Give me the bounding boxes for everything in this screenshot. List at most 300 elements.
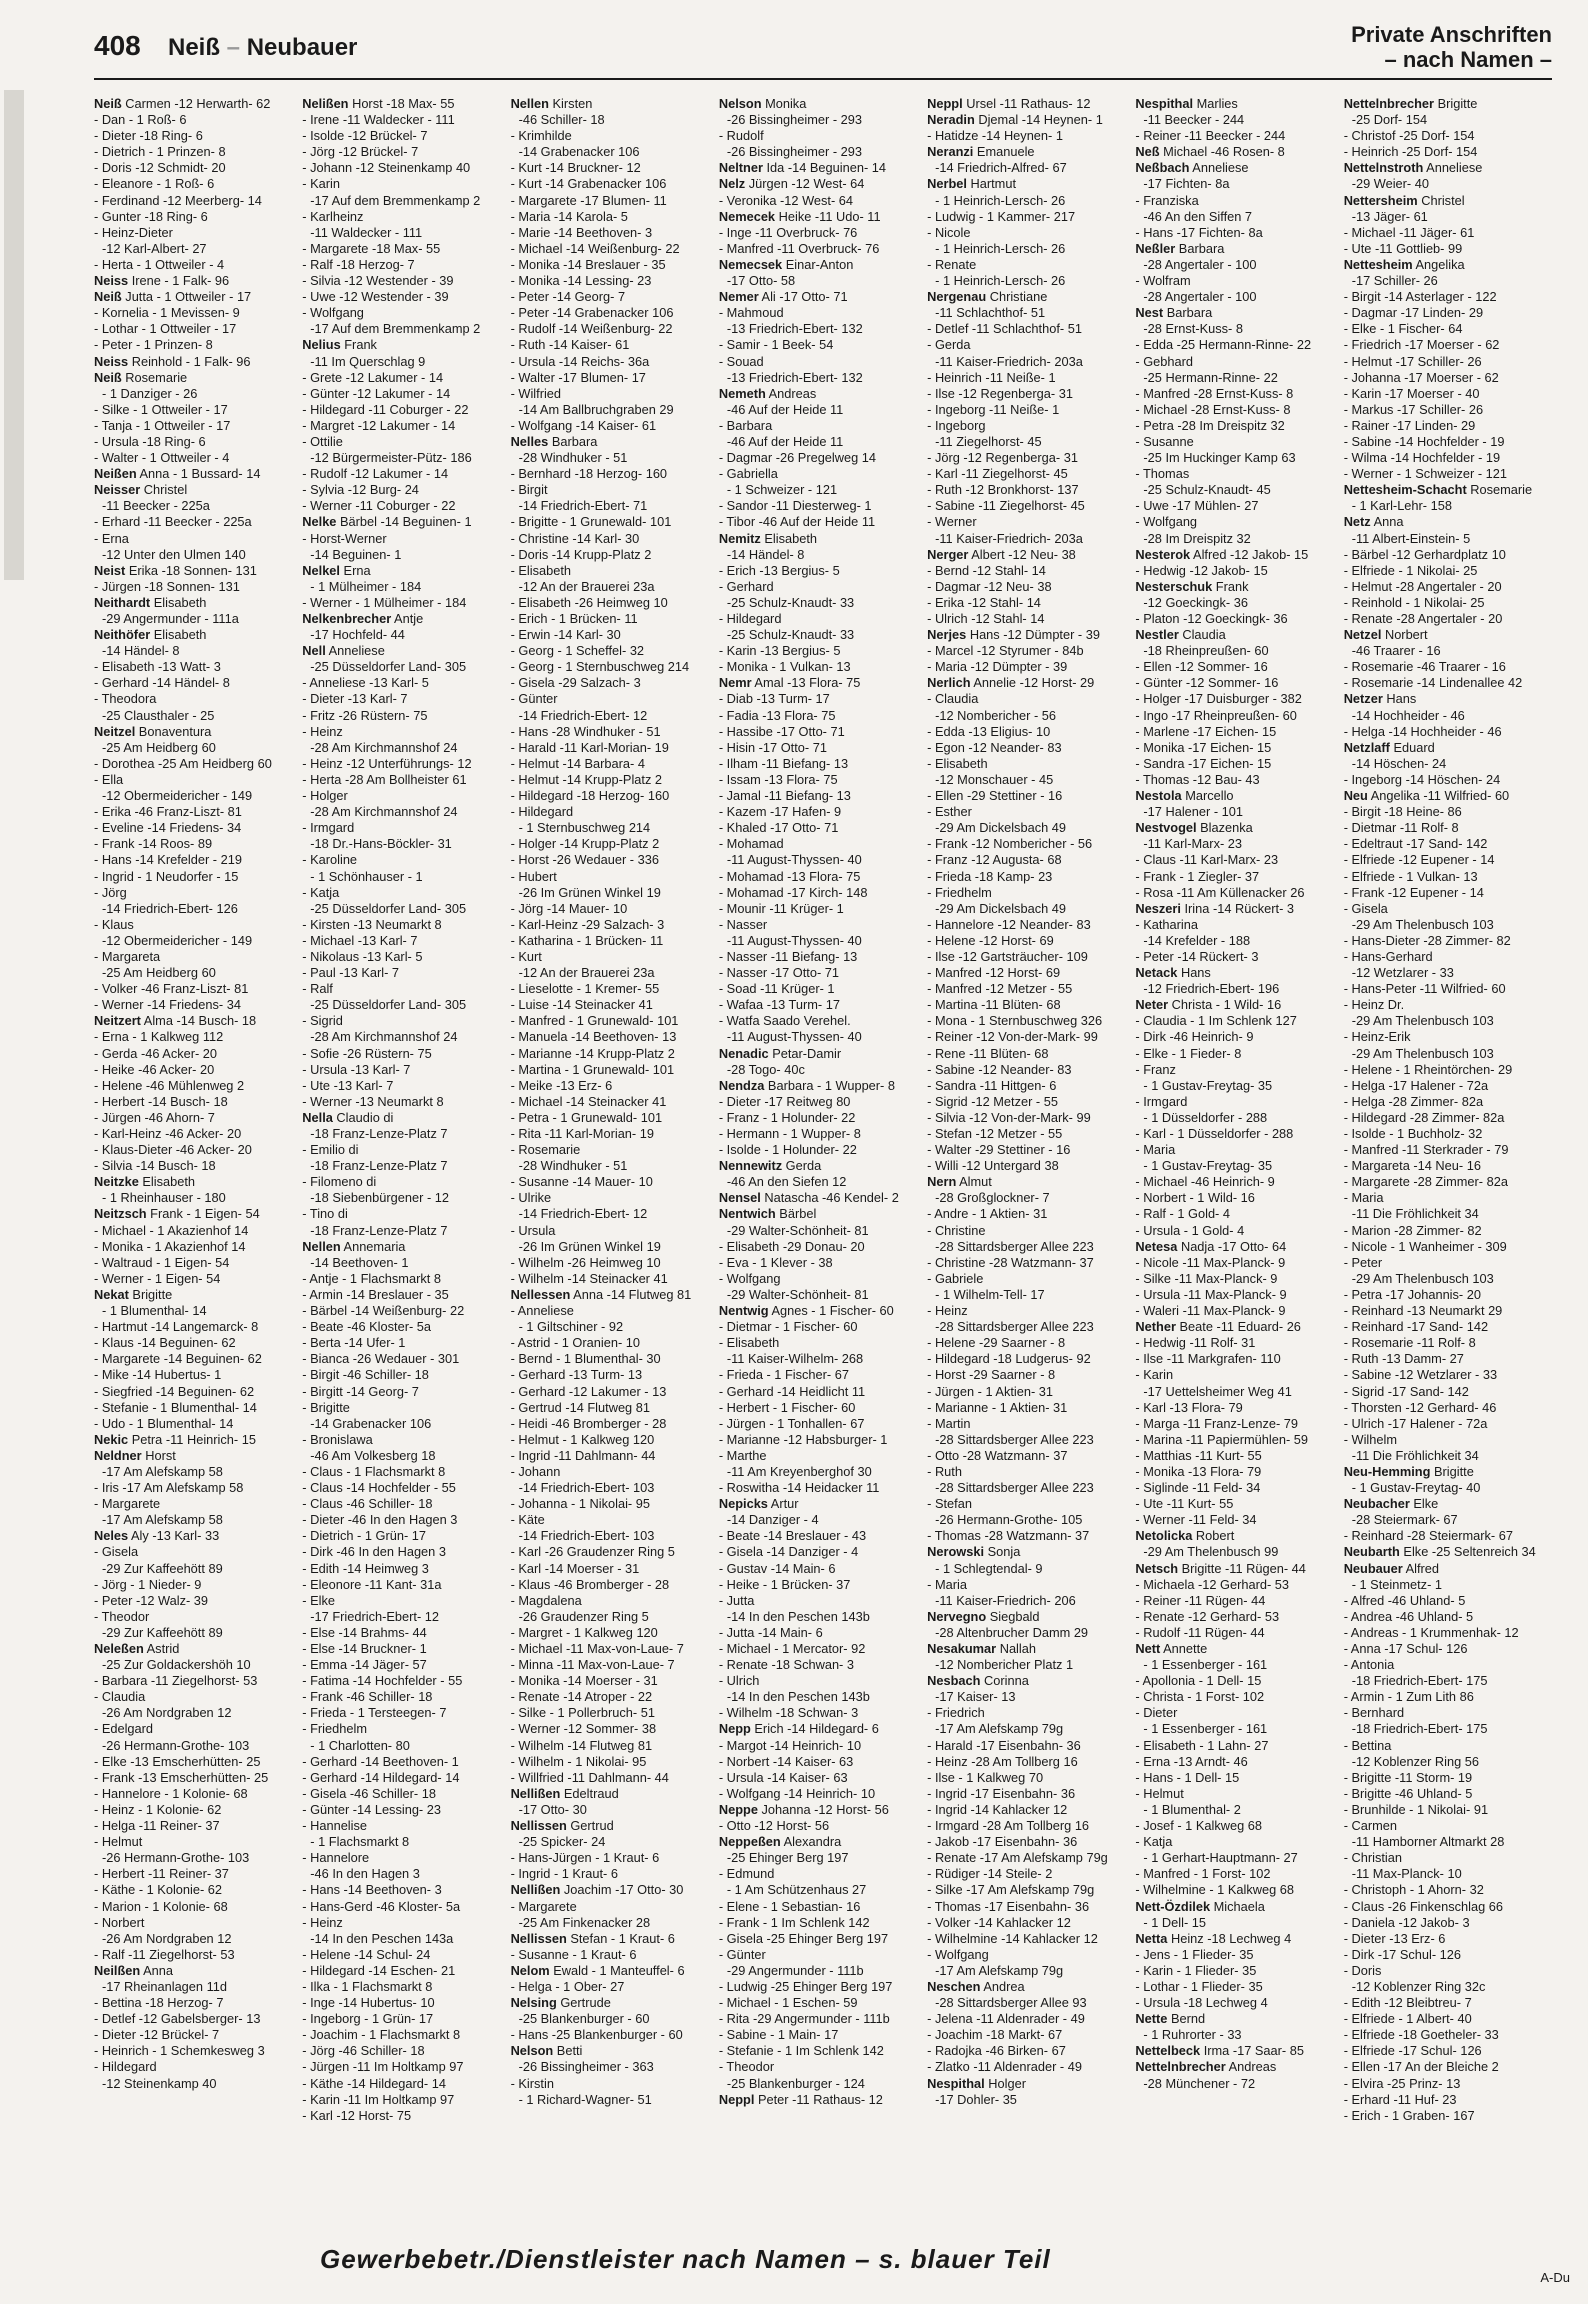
listing-entry: [719, 756, 927, 772]
entry-text: -17 Friedrich-Ebert- 12: [310, 1608, 440, 1624]
listing-entry: [94, 402, 302, 418]
entry-text: - Irmgard: [302, 820, 355, 836]
listing-entry: [1135, 1963, 1343, 1979]
surname: Nergenau: [927, 289, 987, 305]
entry-text: Antje: [391, 611, 424, 626]
listing-entry: [927, 1062, 1135, 1078]
listing-entry: [94, 1818, 302, 1834]
listing-entry: [927, 321, 1135, 337]
entry-text: - Werner -11 Coburger - 22: [302, 498, 456, 514]
listing-entry: [511, 1850, 719, 1866]
listing-entry: [511, 193, 719, 209]
entry-text: - 1 Blumenthal- 14: [102, 1303, 207, 1319]
listing-entry: [719, 1850, 927, 1866]
listing-entry: [927, 1963, 1135, 1979]
entry-text: -12 Nombericher - 56: [935, 707, 1057, 723]
surname: Nellissen: [510, 1930, 567, 1946]
listing-entry: [1344, 949, 1552, 965]
listing-entry: [719, 1046, 927, 1062]
entry-text: - 1 Wilhelm-Tell- 17: [935, 1286, 1045, 1302]
listing-entry: [1344, 1367, 1552, 1383]
listing-entry: [1135, 1786, 1343, 1802]
listing-entry: [927, 2059, 1135, 2075]
surname: Nettelnbrecher: [1343, 96, 1435, 111]
entry-text: - Birgitt -14 Georg- 7: [302, 1383, 419, 1399]
listing-entry: [302, 2011, 510, 2027]
entry-text: - Elisabeth -26 Heimweg 10: [510, 594, 668, 610]
entry-text: - Hildegard -18 Herzog- 160: [510, 788, 670, 804]
listing-entry: [94, 1384, 302, 1400]
listing-entry: [719, 128, 927, 144]
listing-entry: [719, 1464, 927, 1480]
listing-entry: [1344, 466, 1552, 482]
listing-entry: [1135, 869, 1343, 885]
entry-text: -26 Im Grünen Winkel 19: [518, 884, 661, 900]
entry-text: - Reinhard -13 Neumarkt 29: [1343, 1303, 1503, 1319]
entry-text: - Hildegard -28 Zimmer- 82a: [1343, 1109, 1505, 1125]
listing-entry: [302, 804, 510, 820]
listing-entry: [511, 724, 719, 740]
entry-text: - Gisela -46 Schiller- 18: [302, 1785, 436, 1801]
listing-entry: [927, 643, 1135, 659]
listing-entry: [1344, 1850, 1552, 1866]
entry-text: - Wilhelm -14 Steinacker 41: [510, 1270, 668, 1286]
entry-text: - Birgit: [510, 482, 548, 498]
listing-entry: [927, 144, 1135, 160]
entry-text: - Grete -12 Lakumer - 14: [302, 369, 444, 385]
listing-entry: [1135, 852, 1343, 868]
entry-text: - Elfriede -18 Goetheler- 33: [1343, 2027, 1499, 2043]
entry-text: - Diab -13 Turm- 17: [718, 691, 830, 707]
entry-text: - Ingrid -17 Eisenbahn- 36: [927, 1785, 1076, 1801]
entry-text: - Elisabeth - 1 Lahn- 27: [1135, 1737, 1269, 1753]
entry-text: - Helmut: [94, 1834, 143, 1850]
listing-entry: [94, 1110, 302, 1126]
entry-text: -29 Zur Kaffeehött 89: [102, 1624, 223, 1640]
entry-text: - Dirk -46 Heinrich- 9: [1135, 1029, 1254, 1045]
listing-entry: [927, 176, 1135, 192]
entry-text: Edeltraud: [560, 1785, 619, 1801]
listing-entry: [719, 1689, 927, 1705]
listing-entry: [927, 1947, 1135, 1963]
listing-entry: [1344, 1561, 1552, 1577]
surname: Netsch: [1135, 1560, 1179, 1576]
listing-entry: [1135, 1802, 1343, 1818]
listing-entry: [719, 1351, 927, 1367]
surname: Netzlaff: [1343, 739, 1390, 755]
surname: Neß: [1135, 144, 1160, 160]
listing-entry: [1344, 2092, 1552, 2108]
entry-text: - Claudia: [94, 1689, 146, 1705]
entry-text: - Kurt: [510, 948, 542, 964]
entry-text: - Thomas -12 Bau- 43: [1135, 771, 1260, 787]
entry-text: - Bärbel -12 Gerhardplatz 10: [1343, 546, 1506, 562]
entry-text: -17 Am Alefskamp 79g: [935, 1721, 1064, 1737]
entry-text: - Jörg -46 Schiller- 18: [302, 2043, 425, 2059]
side-tab: [4, 90, 24, 580]
surname: Neltner: [718, 160, 763, 176]
listing-entry: [1344, 2108, 1552, 2124]
listing-entry: [94, 1625, 302, 1641]
entry-text: - Gebhard: [1135, 353, 1194, 369]
surname: Nepicks: [718, 1496, 768, 1512]
entry-text: - Marie -14 Beethoven- 3: [510, 224, 653, 240]
entry-text: - Hildegard -11 Coburger - 22: [302, 401, 469, 417]
listing-entry: [719, 1223, 927, 1239]
listing-entry: [511, 1190, 719, 1206]
entry-text: -17 Am Alefskamp 58: [102, 1512, 223, 1528]
listing-entry: [302, 1625, 510, 1641]
listing-entry: [511, 305, 719, 321]
listing-entry: [927, 466, 1135, 482]
surname: Nettesheim-Schacht: [1343, 482, 1467, 498]
listing-entry: [719, 96, 927, 112]
entry-text: - Marianne -12 Habsburger- 1: [718, 1431, 888, 1447]
listing-entry: [719, 1995, 927, 2011]
entry-text: Ewald - 1 Manteuffel- 6: [549, 1962, 685, 1978]
listing-entry: [719, 337, 927, 353]
listing-entry: [1135, 1416, 1343, 1432]
entry-text: - Frank -14 Roos- 89: [94, 836, 213, 852]
listing-entry: [1344, 885, 1552, 901]
surname: Netz: [1343, 514, 1371, 530]
listing-entry: [1135, 1206, 1343, 1222]
entry-text: -17 Uettelsheimer Weg 41: [1143, 1383, 1292, 1399]
listing-entry: [302, 579, 510, 595]
listing-entry: [511, 885, 719, 901]
listing-entry: [302, 595, 510, 611]
entry-text: -11 Die Fröhlichkeit 34: [1351, 1447, 1479, 1463]
listing-entry: [511, 611, 719, 627]
listing-entry: [1344, 1754, 1552, 1770]
listing-entry: [719, 176, 927, 192]
entry-text: - Monika -17 Eichen- 15: [1135, 739, 1272, 755]
entry-text: Eduard: [1389, 739, 1435, 755]
listing-entry: [719, 386, 927, 402]
entry-text: - Hans -25 Blankenburger - 60: [510, 2027, 683, 2043]
entry-text: - Michael -14 Steinacker 41: [510, 1093, 667, 1109]
listing-entry: [719, 1094, 927, 1110]
entry-text: - Margarete: [510, 1898, 577, 1914]
listing-entry: [94, 1062, 302, 1078]
listing-entry: [719, 1416, 927, 1432]
surname: Netolicka: [1135, 1528, 1193, 1544]
entry-text: Almut: [956, 1174, 992, 1190]
listing-entry: [927, 1142, 1135, 1158]
listing-entry: [1135, 386, 1343, 402]
entry-text: - Erwin -14 Karl- 30: [510, 627, 621, 643]
listing-entry: [927, 96, 1135, 112]
entry-text: - Karoline: [302, 852, 358, 868]
entry-text: - Bettina -18 Herzog- 7: [94, 1995, 224, 2011]
surname: Neszeri: [1135, 900, 1181, 916]
listing-entry: [94, 466, 302, 482]
entry-text: - Ralf: [302, 981, 333, 997]
entry-text: - Andre - 1 Aktien- 31: [927, 1206, 1048, 1222]
entry-text: Artur: [767, 1496, 799, 1512]
entry-text: - Karl -13 Flora- 79: [1135, 1399, 1243, 1415]
listing-entry: [94, 1029, 302, 1045]
listing-entry: [302, 1834, 510, 1850]
listing-entry: [94, 917, 302, 933]
listing-entry: [1344, 1335, 1552, 1351]
listing-entry: [1135, 482, 1343, 498]
entry-text: - Inge -11 Overbruck- 76: [718, 224, 858, 240]
entry-text: - Dieter -12 Brückel- 7: [94, 2027, 220, 2043]
entry-text: - Renate -14 Atroper - 22: [510, 1689, 653, 1705]
listing-entry: [1135, 965, 1343, 981]
listing-entry: [302, 193, 510, 209]
listing-entry: [1135, 1705, 1343, 1721]
listing-entry: [511, 820, 719, 836]
entry-text: -18 Rheinpreußen- 60: [1143, 643, 1269, 659]
surname: Nerowski: [927, 1544, 985, 1560]
listing-entry: [511, 627, 719, 643]
surname: Nesterok: [1135, 546, 1191, 562]
listing-entry: [927, 257, 1135, 273]
listing-entry: [1135, 740, 1343, 756]
listing-entry: [511, 1673, 719, 1689]
listing-entry: [1135, 901, 1343, 917]
entry-text: - Hermann - 1 Wupper- 8: [718, 1126, 861, 1141]
entry-text: - Nasser -11 Biefang- 13: [718, 948, 858, 964]
listing-entry: [511, 1593, 719, 1609]
entry-text: - Josef - 1 Kalkweg 68: [1135, 1818, 1263, 1834]
entry-text: - Samir - 1 Beek- 54: [718, 337, 834, 353]
listing-entry: [719, 1158, 927, 1174]
listing-entry: [302, 1303, 510, 1319]
entry-text: - Helmut -14 Barbara- 4: [510, 755, 645, 771]
listing-entry: [927, 1013, 1135, 1029]
listing-entry: [1344, 354, 1552, 370]
entry-text: - Siglinde -11 Feld- 34: [1135, 1480, 1261, 1496]
listing-entry: [302, 675, 510, 691]
surname: Nesakumar: [927, 1641, 997, 1656]
surname: Nespithal: [927, 2075, 985, 2091]
entry-text: -29 Weier- 40: [1351, 176, 1429, 192]
entry-text: - Elfriede - 1 Vulkan- 13: [1343, 868, 1478, 884]
entry-text: - Hedwig -11 Rolf- 31: [1135, 1335, 1256, 1351]
entry-text: - Michael -46 Heinrich- 9: [1135, 1174, 1275, 1190]
listing-entry: [302, 1689, 510, 1705]
entry-text: - Margarete -18 Max- 55: [302, 240, 441, 256]
entry-text: -29 Am Thelenbusch 103: [1351, 1270, 1494, 1286]
listing-entry: [302, 1190, 510, 1206]
entry-text: - Susanne -14 Mauer- 10: [510, 1174, 653, 1190]
listing-entry: [1135, 1689, 1343, 1705]
entry-text: - Hassibe -17 Otto- 71: [718, 723, 845, 739]
listing-entry: [1344, 740, 1552, 756]
entry-text: -13 Friedrich-Ebert- 132: [726, 369, 863, 385]
entry-text: - Fatima -14 Hochfelder - 55: [302, 1673, 463, 1689]
listing-entry: [511, 514, 719, 530]
entry-text: - Elke - 1 Fischer- 64: [1343, 321, 1463, 337]
listing-entry: [511, 225, 719, 241]
surname: Neppe: [718, 1801, 758, 1817]
listing-entry: [1344, 1786, 1552, 1802]
entry-text: - Rosemarie -11 Rolf- 8: [1343, 1335, 1476, 1351]
surname: Neßbach: [1135, 160, 1190, 176]
entry-text: - Brunhilde - 1 Nikolai- 91: [1343, 1801, 1489, 1817]
entry-text: -29 Am Thelenbusch 103: [1351, 1013, 1494, 1029]
entry-text: - Katja: [302, 884, 340, 900]
listing-entry: [302, 1931, 510, 1947]
entry-text: - Michael -11 Jäger- 61: [1343, 224, 1475, 240]
entry-text: - Brigitte -11 Storm- 19: [1343, 1769, 1473, 1785]
listing-entry: [1135, 354, 1343, 370]
entry-text: - Wilhelm: [1343, 1431, 1398, 1447]
listing-entry: [1135, 466, 1343, 482]
listing-entry: [719, 788, 927, 804]
entry-text: - Michael -13 Karl- 7: [302, 932, 418, 948]
listing-entry: [302, 1174, 510, 1190]
listing-entry: [1135, 724, 1343, 740]
listing-entry: [302, 96, 510, 112]
listing-entry: [302, 1464, 510, 1480]
surname: Neitzke: [94, 1174, 139, 1190]
listing-entry: [719, 933, 927, 949]
listing-entry: [511, 354, 719, 370]
entry-text: - Monika -14 Breslauer - 35: [510, 256, 666, 272]
entry-text: - Platon -12 Goeckingk- 36: [1135, 611, 1288, 626]
entry-text: - Rudolf -14 Weißenburg- 22: [510, 321, 673, 337]
listing-entry: [1344, 144, 1552, 160]
listing-entry: [719, 257, 927, 273]
listing-entry: [927, 1110, 1135, 1126]
listing-entry: [302, 1239, 510, 1255]
listing-entry: [1344, 1673, 1552, 1689]
listing-entry: [927, 128, 1135, 144]
listing-entry: [94, 691, 302, 707]
listing-entry: [719, 675, 927, 691]
listing-entry: [511, 804, 719, 820]
entry-text: - Käte: [510, 1512, 545, 1528]
entry-text: - Peter -14 Grabenacker 106: [510, 305, 674, 321]
entry-text: - Birgit -14 Asterlager - 122: [1343, 289, 1497, 305]
entry-text: - Manfred - 1 Grunewald- 101: [510, 1013, 679, 1029]
entry-text: - Silke - 1 Ottweiler - 17: [94, 401, 228, 417]
entry-text: Christiane: [986, 289, 1048, 305]
entry-text: - Michael -28 Ernst-Kuss- 8: [1135, 401, 1291, 417]
entry-text: - Friedhelm: [302, 1721, 367, 1737]
entry-text: - Hartmut -14 Langemarck- 8: [94, 1319, 259, 1335]
surname: Neilßen: [94, 1962, 141, 1978]
entry-text: - Ute -13 Karl- 7: [302, 1077, 394, 1093]
entry-text: - Klaus-Dieter -46 Acker- 20: [94, 1142, 252, 1158]
listing-entry: [927, 337, 1135, 353]
entry-text: - Hubert: [510, 868, 557, 884]
surname: Neiß: [94, 289, 122, 305]
listing-entry: [511, 643, 719, 659]
listing-entry: [94, 1013, 302, 1029]
listing-entry: [302, 1480, 510, 1496]
listing-entry: [302, 852, 510, 868]
entry-text: Christa - 1 Wild- 16: [1168, 997, 1282, 1013]
listing-entry: [719, 1915, 927, 1931]
listing-entry: [94, 933, 302, 949]
entry-text: - Ursula -14 Reichs- 36a: [510, 353, 650, 369]
entry-text: - Wilma -14 Hochfelder - 19: [1343, 450, 1501, 466]
entry-text: - Erich - 1 Graben- 167: [1343, 2107, 1475, 2123]
listing-entry: [927, 772, 1135, 788]
entry-text: - Silke - 1 Pollerbruch- 51: [510, 1705, 655, 1721]
listing-entry: [927, 1544, 1135, 1560]
entry-text: - Andreas - 1 Krummenhak- 12: [1343, 1624, 1519, 1640]
listing-entry: [1344, 1287, 1552, 1303]
entry-text: - Helga -11 Reiner- 37: [94, 1818, 220, 1834]
entry-text: - Mounir -11 Krüger- 1: [718, 900, 844, 916]
entry-text: -28 Angertaler - 100: [1143, 256, 1257, 272]
entry-text: - Norbert - 1 Wild- 16: [1135, 1190, 1255, 1206]
listing-entry: [719, 901, 927, 917]
entry-text: -29 Angermunder - 111a: [102, 611, 239, 626]
surname: Nest: [1135, 305, 1164, 321]
entry-text: -17 Dohler- 35: [935, 2091, 1017, 2107]
listing-entry: [302, 482, 510, 498]
entry-text: -12 Koblenzer Ring 56: [1351, 1753, 1480, 1769]
entry-text: - Marcel -12 Styrumer - 84b: [927, 643, 1084, 659]
listing-entry: [1135, 949, 1343, 965]
entry-text: - Wolfgang: [302, 305, 364, 321]
surname: Neubauer: [1343, 1560, 1403, 1576]
listing-entry: [719, 1287, 927, 1303]
listing-entry: [1344, 836, 1552, 852]
listing-entry: [927, 949, 1135, 965]
entry-text: -25 Hermann-Rinne- 22: [1143, 369, 1278, 385]
listing-entry: [511, 1223, 719, 1239]
surname: Nettesheim: [1343, 256, 1413, 272]
listing-entry: [927, 1770, 1135, 1786]
listing-entry: [1135, 1255, 1343, 1271]
entry-text: - Irmgard: [1135, 1093, 1188, 1109]
entry-text: - Marianne -14 Krupp-Platz 2: [510, 1045, 675, 1061]
surname: Nern: [927, 1174, 957, 1190]
surname: Nekat: [94, 1286, 129, 1302]
entry-text: -12 Nombericher Platz 1: [935, 1657, 1074, 1673]
entry-text: - Gerhard -14 Beethoven- 1: [302, 1753, 459, 1769]
entry-text: - Ilse -12 Gartsträucher- 109: [927, 948, 1088, 964]
listing-entry: [927, 1818, 1135, 1834]
listing-entry: [1344, 128, 1552, 144]
listing-entry: [302, 1721, 510, 1737]
listing-entry: [302, 1754, 510, 1770]
listing-entry: [94, 1882, 302, 1898]
entry-text: Barbara: [548, 433, 598, 449]
listing-entry: [927, 193, 1135, 209]
entry-text: -14 In den Peschen 143b: [726, 1608, 870, 1624]
listing-entry: [927, 1255, 1135, 1271]
listing-entry: [511, 2092, 719, 2108]
listing-entry: [302, 321, 510, 337]
listing-entry: [1344, 659, 1552, 675]
entry-text: Stefan - 1 Kraut- 6: [566, 1930, 675, 1946]
entry-text: - Ferdinand -12 Meerberg- 14: [94, 192, 262, 208]
entry-text: - 1 Karl-Lehr- 158: [1351, 498, 1452, 514]
listing-entry: [719, 1947, 927, 1963]
listing-entry: [1135, 257, 1343, 273]
listing-entry: [719, 1931, 927, 1947]
entry-text: - Dietrich - 1 Prinzen- 8: [94, 144, 226, 160]
listing-entry: [511, 1834, 719, 1850]
entry-text: - Ursula -14 Kaiser- 63: [718, 1769, 848, 1785]
entry-text: - Hans -17 Fichten- 8a: [1135, 224, 1263, 240]
listing-entry: [719, 1577, 927, 1593]
entry-text: -11 Waldecker - 111: [310, 224, 423, 240]
entry-text: - Claus -26 Finkenschlag 66: [1343, 1898, 1504, 1914]
entry-text: - Margareta -14 Neu- 16: [1343, 1158, 1481, 1174]
entry-text: - Brigitte: [302, 1399, 350, 1415]
listing-entry: [1135, 1319, 1343, 1335]
